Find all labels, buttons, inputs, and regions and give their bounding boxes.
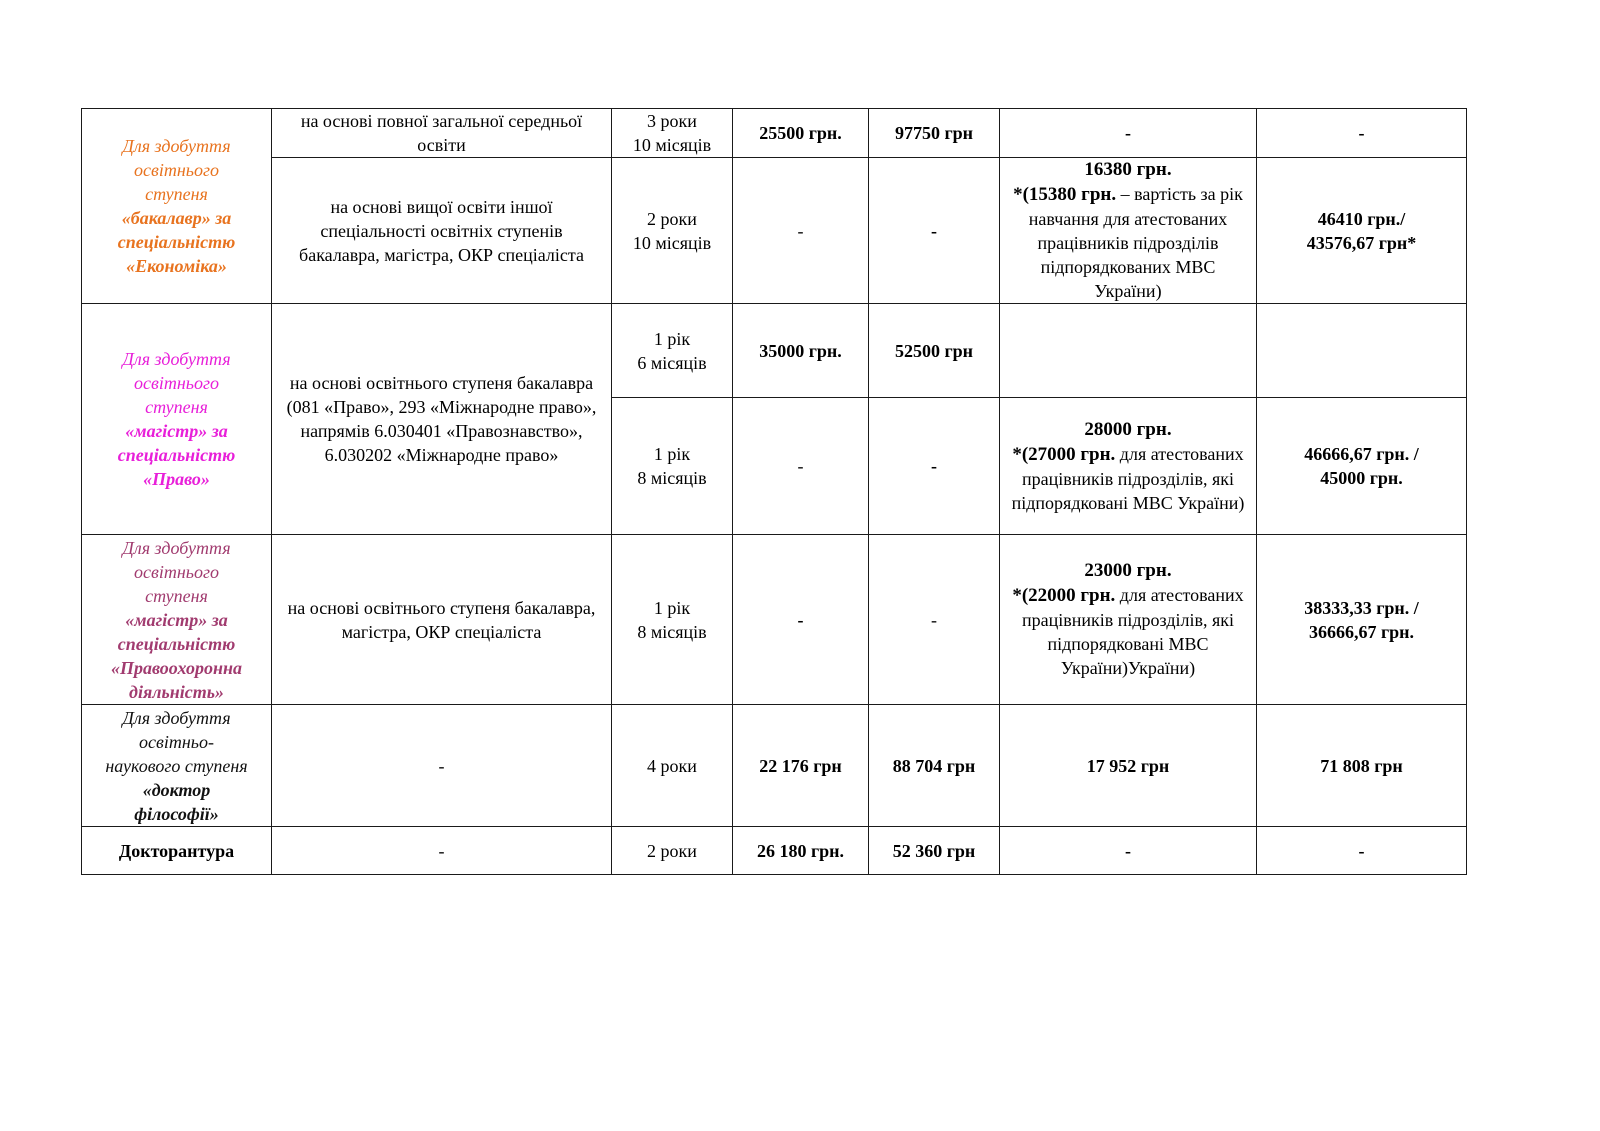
fee-part-year: [1000, 158, 1257, 304]
fee-full-total: -: [869, 158, 1000, 304]
fee-full-total: 52 360 грн: [869, 827, 1000, 875]
duration-cell: [612, 158, 733, 304]
duration-months: 10 місяців: [632, 135, 712, 155]
fee-part-total: [1257, 398, 1467, 535]
duration-cell: 2 роки: [612, 827, 733, 875]
duration-years: 1 рік: [653, 444, 691, 464]
program-cell-law-enforcement: [82, 535, 272, 705]
fee-discount-note: для атестованих працівників підрозділів, які підпорядковані МВС України)України): [1021, 585, 1244, 678]
fee-part-year: [1000, 304, 1257, 398]
program-cell-phd: [82, 705, 272, 827]
program-text: освітньо-: [139, 731, 214, 752]
program-specialty: «Економіка»: [126, 256, 227, 276]
table-row: [82, 158, 1467, 304]
duration-months: 10 місяців: [632, 232, 712, 253]
program-text: Для здобуття: [122, 707, 231, 728]
program-text: освітнього: [134, 561, 219, 582]
program-cell-economics: [82, 109, 272, 304]
fee-full-year: -: [733, 535, 869, 705]
fee-discount-value: *(22000 грн.: [1012, 585, 1116, 606]
program-text: освітнього: [134, 373, 219, 393]
fee-full-year: 25500 грн.: [733, 109, 869, 158]
duration-years: 3 роки: [647, 111, 697, 131]
program-cell-doctorate: Докторантура: [82, 827, 272, 875]
table-row: [82, 705, 1467, 827]
fee-value: 45000 грн.: [1320, 468, 1403, 488]
fee-value: 23000 грн.: [1084, 560, 1172, 581]
program-degree: «магістр» за: [125, 421, 228, 441]
duration-cell: 4 роки: [612, 705, 733, 827]
fee-discount-value: *(27000 грн.: [1012, 443, 1116, 465]
program-text: ступеня: [145, 184, 208, 204]
program-specialty: філософії»: [134, 803, 219, 824]
fee-full-year: 35000 грн.: [733, 304, 869, 398]
fee-part-year: -: [1000, 827, 1257, 875]
fee-part-year: [1000, 398, 1257, 535]
program-specialty: «Право»: [143, 469, 210, 489]
program-text: освітнього: [134, 160, 219, 180]
duration-months: 8 місяців: [637, 621, 707, 642]
fee-part-total: -: [1257, 109, 1467, 158]
table-row: [82, 304, 1467, 398]
basis-cell: на основі повної загальної середньої освіти: [272, 109, 612, 158]
program-degree: «доктор: [142, 779, 211, 800]
basis-cell: на основі освітнього ступеня бакалавра, магістра, ОКР спеціаліста: [272, 535, 612, 705]
fee-full-total: 52500 грн: [869, 304, 1000, 398]
table-row: [82, 827, 1467, 875]
fee-full-year: 22 176 грн: [733, 705, 869, 827]
basis-cell: на основі вищої освіти іншої спеціальності освітніх ступенів бакалавра, магістра, ОКР спеціаліста: [272, 158, 612, 304]
fee-full-year: -: [733, 158, 869, 304]
program-text: ступеня: [145, 585, 208, 606]
program-text: Для здобуття: [122, 537, 231, 558]
fee-part-year: 17 952 грн: [1000, 705, 1257, 827]
fee-full-total: -: [869, 535, 1000, 705]
fee-discount-note: для атестованих працівників підрозділів, які підпорядковані МВС України): [1011, 443, 1245, 513]
basis-cell: -: [272, 827, 612, 875]
program-text: ступеня: [145, 397, 208, 417]
fee-full-year: 26 180 грн.: [733, 827, 869, 875]
table-row: [82, 535, 1467, 705]
fee-part-total: [1257, 535, 1467, 705]
program-text: наукового ступеня: [105, 755, 248, 776]
fee-discount-note: – вартість за рік навчання для атестованих працівників підрозділів підпорядкованих МВС України): [1028, 184, 1243, 301]
fee-value: 28000 грн.: [1084, 418, 1172, 440]
fee-part-total: 71 808 грн: [1257, 705, 1467, 827]
duration-years: 1 рік: [653, 328, 691, 349]
fee-value: 16380 грн.: [1084, 159, 1172, 180]
duration-cell: [612, 535, 733, 705]
fee-part-total: -: [1257, 827, 1467, 875]
fee-part-total: [1257, 158, 1467, 304]
table-row: [82, 109, 1467, 158]
program-degree: «бакалавр» за: [121, 208, 232, 228]
basis-cell: -: [272, 705, 612, 827]
fee-full-year: -: [733, 398, 869, 535]
fee-part-year: -: [1000, 109, 1257, 158]
duration-cell: [612, 304, 733, 398]
tuition-fees-table: [81, 108, 1467, 875]
duration-months: 8 місяців: [637, 468, 707, 488]
program-text: Для здобуття: [122, 136, 231, 156]
program-specialty: «Правоохоронна діяльність»: [111, 657, 242, 702]
duration-cell: [612, 109, 733, 158]
fee-value: 38333,33 грн. /: [1304, 597, 1419, 618]
fee-value: 46410 грн./: [1317, 208, 1406, 229]
fee-part-year: [1000, 535, 1257, 705]
program-text: Для здобуття: [122, 349, 231, 369]
fee-full-total: 97750 грн: [869, 109, 1000, 158]
program-text: спеціальністю: [117, 633, 236, 654]
fee-full-total: 88 704 грн: [869, 705, 1000, 827]
fee-part-total: [1257, 304, 1467, 398]
duration-years: 2 роки: [647, 208, 697, 229]
fee-discount-value: *(15380 грн.: [1013, 184, 1117, 205]
program-text: спеціальністю: [117, 232, 236, 252]
duration-cell: [612, 398, 733, 535]
duration-months: 6 місяців: [637, 352, 707, 373]
fee-value: 43576,67 грн*: [1306, 232, 1417, 253]
fee-value: 36666,67 грн.: [1308, 621, 1415, 642]
duration-years: 1 рік: [653, 597, 691, 618]
program-degree: «магістр» за: [125, 609, 228, 630]
fee-value: 46666,67 грн. /: [1304, 444, 1419, 464]
fee-full-total: -: [869, 398, 1000, 535]
basis-cell: на основі освітнього ступеня бакалавра (081 «Право», 293 «Міжнародне право», напрямів 6.030401 «Правознавство», 6.030202 «Міжнародне право»: [272, 304, 612, 535]
program-text: спеціальністю: [117, 445, 236, 465]
program-cell-law: [82, 304, 272, 535]
